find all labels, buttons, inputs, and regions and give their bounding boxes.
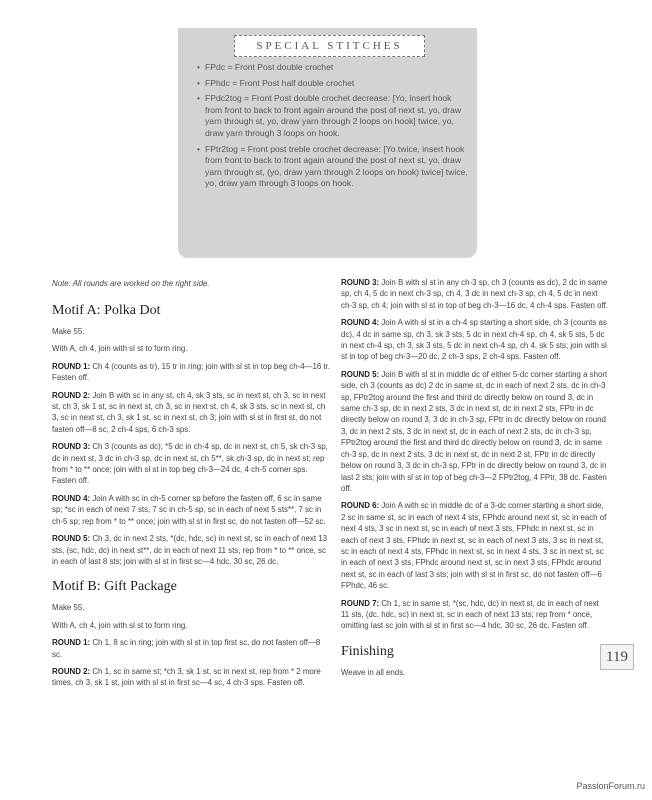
motif-b-intro: With A, ch 4, join with sl st to form ring. bbox=[52, 620, 188, 630]
motif-a-round-3: ROUND 3: Ch 3 (counts as dc); *5 dc in ch-4 sp, dc in next st, ch 5, sk ch-3 sp, dc in next st, 3 dc in ch-3 sp, dc in next st, ch 5**, sk ch-3 sp, dc in next st; rep from * to ** once; join with sl st in top beg ch-3—24 dc, 4 ch-5 corner sps. Fasten off. bbox=[52, 442, 328, 486]
motif-b-round-3: ROUND 3: Join B with sl st in any ch-3 sp, ch 3 (counts as dc), 2 dc in same sp, ch 4, 5 dc in next ch-3 sp, ch 4, 3 dc in next ch-3 sp, ch 4, 5 dc in next ch-3 sp, ch 4; join with sl st in top of beg ch-3—16 dc, 4 ch-4 sps. Fasten off. bbox=[341, 278, 608, 310]
motif-b-round-1: ROUND 1: Ch 1, 8 sc in ring; join with sl st in top first sc, do not fasten off—8 sc. bbox=[52, 638, 321, 659]
motif-b-round-6: ROUND 6: Join A with sc in middle dc of a 3-dc corner starting a short side, 2 sc in same st, sc in each of next 4 sts, FPhdc around next st, sc in each of next 4 sts, 3 sc in next st, sc in each of next 3 sts, FPhdc in next st, sc in each of next 3 sts, FPhdc in next st, sc in each of next 3 sts, 3 sc in next st, sc in each of next 4 sts, FPhdc in next st, sc in next 4 sts, 3 sc in next st, sc in each of next 3 sts, FPhdc around next st, sc in next 3 sts, FPhdc around next st, sc in each of last 3 sts; join with sl st in first sc, do not fasten off—6 FPhdc, 46 sc. bbox=[341, 501, 607, 591]
motif-b-make: Make 55. bbox=[52, 603, 85, 613]
motif-b-round-5: ROUND 5: Join B with sl st in middle dc of either 5-dc corner starting a short side, ch 3 (counts as dc) 2 dc in same st, dc in each of next 2 sts, dc in ch-3 sp, FPtr2tog around the first and third dc directly below on round 3, dc in same ch-3 sp, dc in next 2 sts, 3 dc in next st, dc in next 2 sts, FPtr in dc directly below on round 3, 3 dc in ch-3 sp, FPtr in dc directly below on round 3, dc in next 2 sts, 3 dc in next st, dc in each of next 2 sts, dc in ch-3 sp, FPtr2tog around the first and third dc directly below on round 3, dc in same ch-3 sp, dc in next 2 sts, 3 dc in next st, dc in next 2 st, FPtr in dc directly below on round 3, 3 dc in ch-3 sp, FPtr in dc directly below on round 3, dc in last 2 sts; join with sl st in top of beg ch-3—2 FPtr2tog, 4 FPtr, 38 dc. Fasten off. bbox=[341, 369, 608, 493]
motif-a-round-5: ROUND 5: Ch 3, dc in next 2 sts, *(dc, hdc, sc) in next st, sc in each of next 13 sts, (sc, hdc, dc) in next st**, dc in each of next 11 sts, rep from * to ** once, sc in each of last 8 sts; join with sl st in first sc—4 hdc, 30 sc, 26 dc. bbox=[52, 534, 327, 566]
motif-b-round-7: ROUND 7: Ch 1, sc in same st, *(sc, hdc, dc) in next st, dc in each of next 11 sts, (dc, hdc, sc) in next st, sc in each of next 13 sts; rep from * once, omitting last sc join with sl st in first sc—4 hdc, 30 sc, 26 dc. Fasten off. bbox=[341, 598, 599, 631]
stitch-definition: • FPhdc = Front Post half double crochet bbox=[197, 78, 469, 90]
stitch-definition: • FPdc2tog = Front Post double crochet decrease: [Yo, insert hook from front to back to front again around the post of next st, yo, draw yarn through st, yo, draw yarn through 2 loops on hook] twice, yo, draw yarn through 3 loops on hook. bbox=[197, 93, 469, 139]
finishing-title: Finishing bbox=[341, 643, 394, 659]
motif-a-round-1: ROUND 1: Ch 4 (counts as tr), 15 tr in ring; join with sl st in top beg ch-4—16 tr. Fasten off. bbox=[52, 361, 331, 383]
special-stitches-list bbox=[197, 62, 469, 194]
motif-a-round-2: ROUND 2: Join B with sc in any st, ch 4, sk 3 sts, sc in next st, ch 3, sc in next st, ch 3, sk 1 st, sc in next st, ch 3, sc in next st, ch 4, sk 3 sts, sc in next st, ch 3, sc in next st, ch 3, sk 1 st, sc in next st, ch 3; join with sl st in first st, do not fasten off—8 sc, 2 ch-4 sps, 6 ch-3 sps. bbox=[52, 390, 326, 434]
left-column bbox=[52, 278, 332, 695]
rounds-note: Note: All rounds are worked on the right side. bbox=[52, 279, 210, 288]
motif-b-round-4: ROUND 4: Join A with sl st in a ch-4 sp starting a short side, ch 3 (counts as dc), 4 dc in same sp, ch 3, sk 3 sts, 5 dc in next ch-4 sp, ch 4, sk 5 sts, 5 dc in next ch-4 sp, ch 3, sk 3 sts, 5 dc in next ch-4 sp, ch 4, sk 5 sts; join with sl st in top of beg ch-3—20 dc, 2 ch-3 sps, 2 ch-4 sps. Fasten off. bbox=[341, 318, 607, 362]
page-number-box bbox=[600, 644, 634, 670]
motif-b-round-2: ROUND 2: Ch 1, sc in same st; *ch 3, sk 1 st, sc in next st, rep from * 2 more times, ch 3, sk 1 st, join with sl st in first sc—4 sc, 4 ch-3 sps. Fasten off. bbox=[52, 666, 321, 688]
motif-a-round-4: ROUND 4: Join A with sc in ch-5 corner sp before the fasten off, 6 sc in same sp; *sc in each of next 7 sts, 7 sc in ch-5 sp, sc in each of next 5 sts**, 7 sc in ch-5 sp; rep from * to ** once; join with sl st in first sc, do not fasten off—52 sc. bbox=[52, 493, 326, 526]
page-number: 119 bbox=[606, 648, 628, 665]
motif-b-title: Motif B: Gift Package bbox=[52, 579, 177, 595]
finishing-text: Weave in all ends. bbox=[341, 667, 406, 677]
motif-a-intro: With A, ch 4, join with sl st to form ring. bbox=[52, 344, 188, 354]
special-stitches-heading: SPECIAL STITCHES bbox=[234, 35, 425, 57]
watermark: PassionForum.ru bbox=[576, 781, 645, 791]
right-column bbox=[341, 277, 609, 684]
motif-a-make: Make 55. bbox=[52, 327, 85, 336]
stitch-definition: • FPdc = Front Post double crochet bbox=[197, 62, 469, 74]
stitch-definition: • FPtr2tog = Front post treble crochet decrease: [Yo twice, insert hook from front to back to front again around the post of next st, yo, draw yarn through st, (yo, draw yarn through 2 loops on hook) twice] twice, yo, draw yarn through 3 loops on hook. bbox=[197, 144, 469, 190]
motif-a-title: Motif A: Polka Dot bbox=[52, 303, 161, 318]
